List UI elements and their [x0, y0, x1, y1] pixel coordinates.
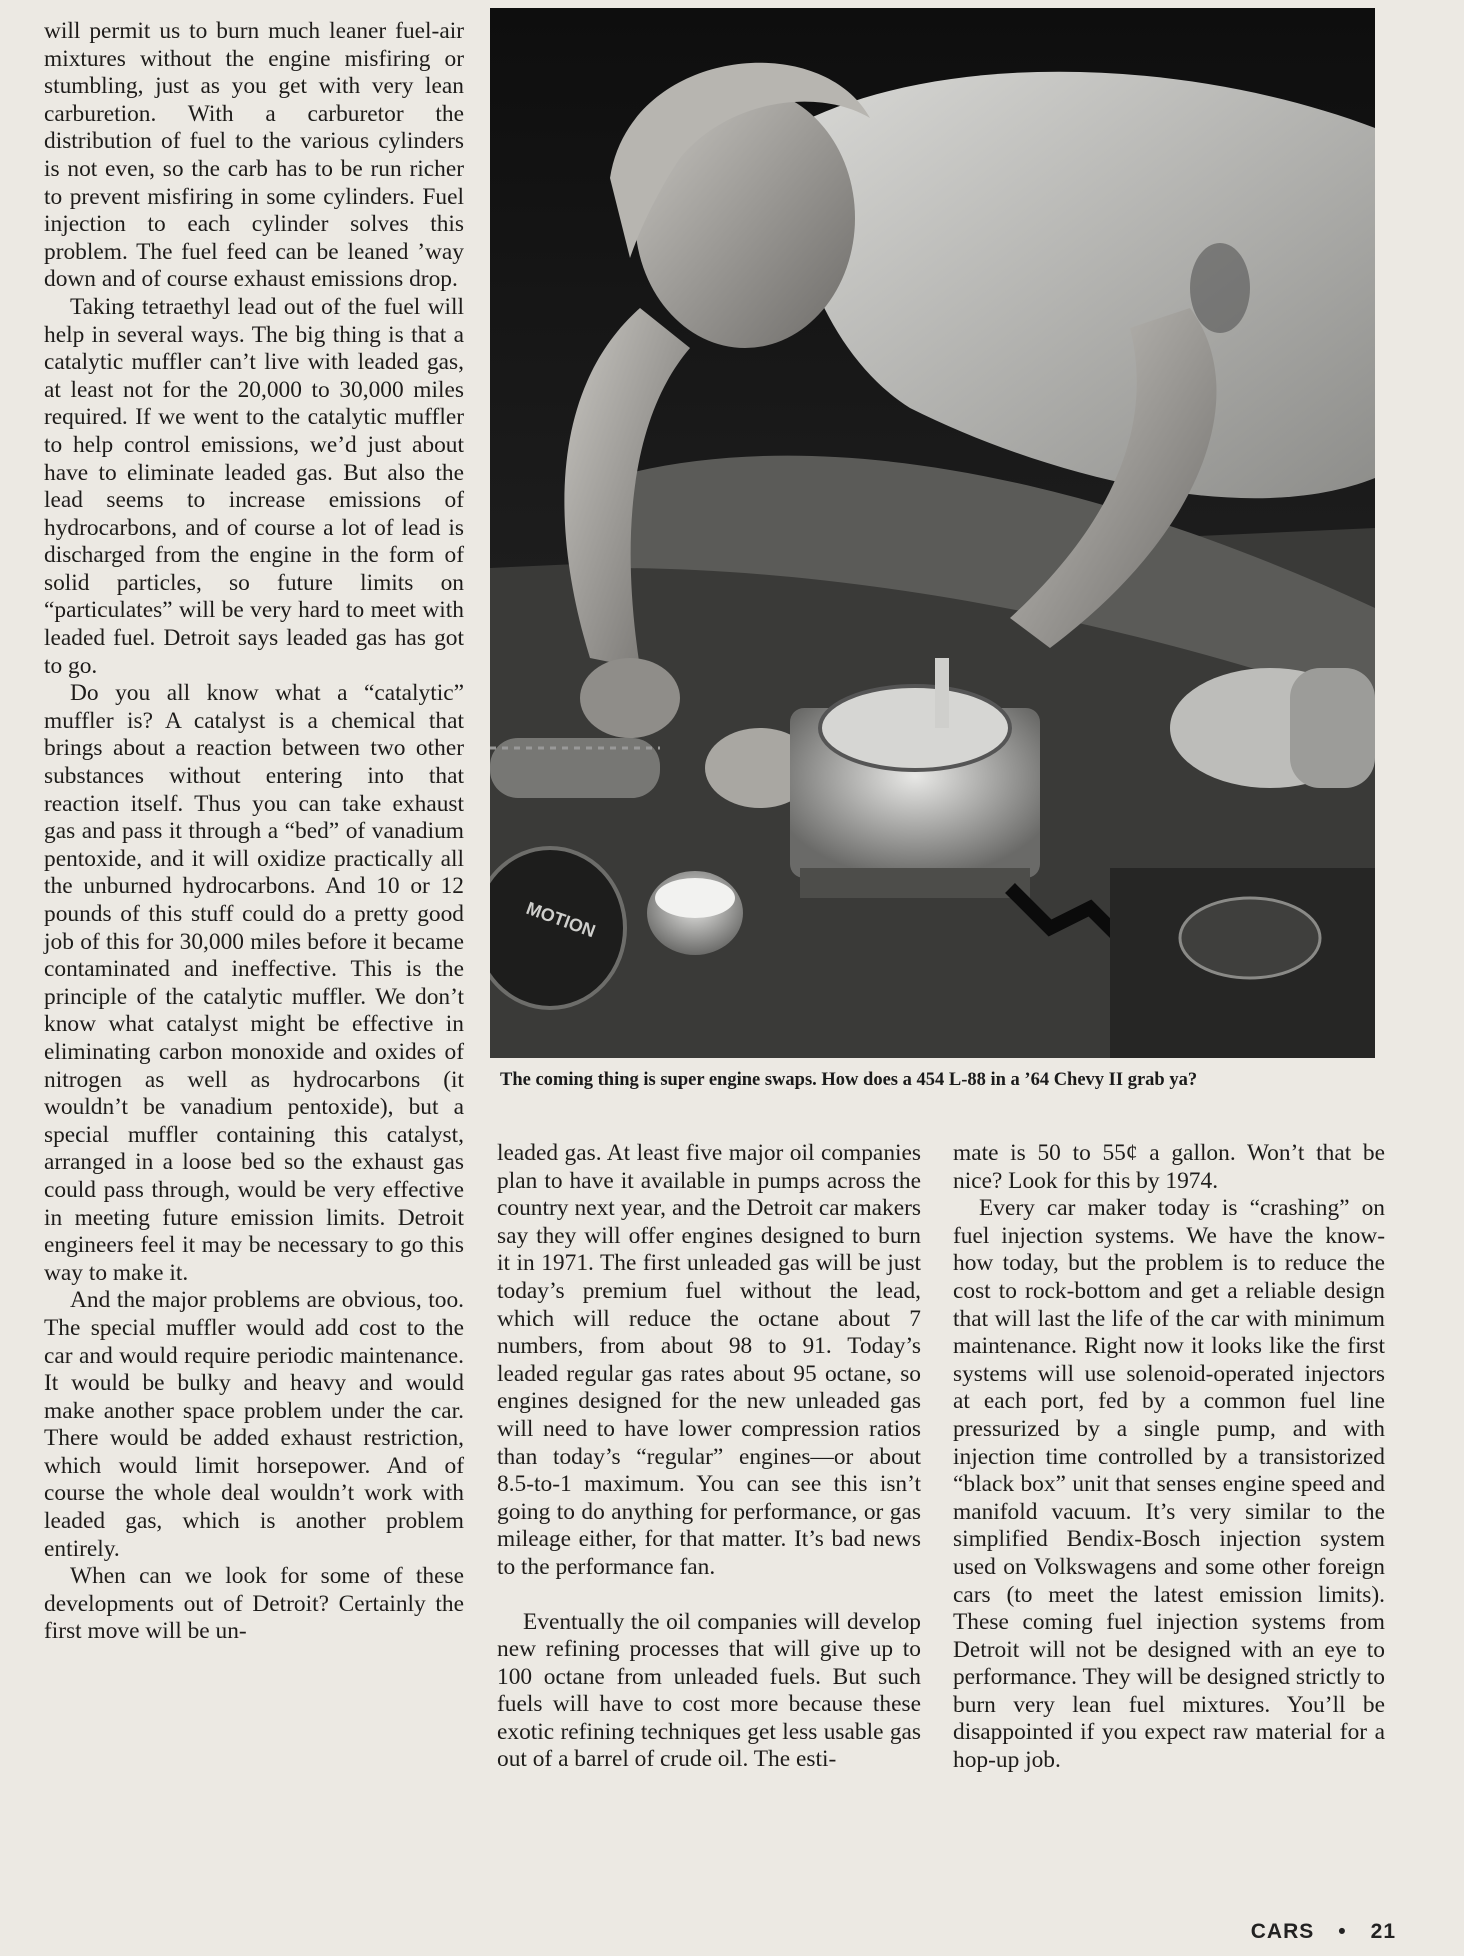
page-number: 21 [1370, 1920, 1396, 1943]
paragraph: And the major problems are obvious, too. The special muffler would add cost to the car and would require periodic maintenance. It would be bulky and heavy and would make another space problem under the car. There would be added exhaust restriction, which would limit horsepower. And of course the whole deal wouldn’t work with leaded gas, which is another problem entirely. [44, 1287, 464, 1562]
engine-swap-photo [490, 8, 1375, 1058]
article-column-middle [497, 1140, 921, 1774]
article-column-right [953, 1140, 1385, 1775]
paragraph: Do you all know what a “catalytic” muffler is? A catalyst is a chemical that brings about a reaction between two other substances without entering into that reaction itself. Thus you can take exhaust gas and pass it through a “bed” of vanadium pentoxide, and it will oxidize practically all the unburned hydrocarbons. And 10 or 12 pounds of this stuff could do a pretty good job of this for 30,000 miles before it became contaminated and ineffective. This is the principle of the catalytic muffler. We don’t know what catalyst might be effective in eliminating carbon monoxide and oxides of nitrogen as well as hydrocarbons (it wouldn’t be vanadium pentoxide), but a special muffler containing this catalyst, arranged in a loose bed so the exhaust gas could pass through, would be very effective in meeting future emission limits. Detroit engineers feel it may be necessary to go this way to make it. [44, 680, 464, 1286]
bullet-icon: • [1338, 1920, 1347, 1943]
paragraph: Eventually the oil companies will develop new refining processes that will give up to 100 octane from unleaded fuels. But such fuels will have to cost more because these exotic refining techniques get less usable gas out of a barrel of crude oil. The esti- [497, 1608, 921, 1773]
article-column-left [44, 18, 464, 1646]
paragraph: mate is 50 to 55¢ a gallon. Won’t that be nice? Look for this by 1974. [953, 1140, 1385, 1194]
magazine-name: CARS [1250, 1920, 1315, 1943]
motion-logo-text: MOTION [523, 897, 599, 942]
paragraph: Every car maker today is “crashing” on fuel injection systems. We have the know-how today, but the problem is to reduce the cost to rock-bottom and get a reliable design that will last the life of the car with minimum maintenance. Right now it looks like the first systems will use solenoid-operated injectors at each port, fed by a common fuel line pressurized by a single pump, and with injection time controlled by a transistorized “black box” unit that senses engine speed and manifold vacuum. It’s very similar to the simplified Bendix-Bosch injection system used on Volkswagens and some other foreign cars (to meet the latest emission limits). These coming fuel injection systems from Detroit will not be designed with an eye to performance. They will be designed strictly to burn very lean fuel mixtures. You’ll be disappointed if you expect raw material for a hop-up job. [953, 1195, 1385, 1774]
paragraph: will permit us to burn much leaner fuel-air mixtures without the engine misfiring or stumbling, just as you get with very lean carburetion. With a carburetor the distribution of fuel to the various cylinders is not even, so the carb has to be run richer to prevent misfiring in some cylinders. Fuel injection to each cylinder solves this problem. The fuel feed can be leaned ’way down and of course exhaust emissions drop. [44, 18, 464, 293]
mechanic-illustration [490, 8, 1375, 1058]
paragraph: When can we look for some of these developments out of Detroit? Certainly the first move will be un- [44, 1563, 464, 1645]
photo-caption: The coming thing is super engine swaps. How does a 454 L-88 in a ’64 Chevy II grab ya? [500, 1070, 1198, 1090]
paragraph: Taking tetraethyl lead out of the fuel will help in several ways. The big thing is that a catalytic muffler can’t live with leaded gas, at least not for the 20,000 to 30,000 miles required. If we went to the catalytic muffler to help control emissions, we’d just about have to eliminate leaded gas. But also the lead seems to increase emissions of hydrocarbons, and of course a lot of lead is discharged from the engine in the form of solid particles, so future limits on “particulates” will be very hard to meet with leaded fuel. Detroit says leaded gas has got to go. [44, 293, 464, 679]
page-footer [1251, 1920, 1396, 1944]
paragraph: leaded gas. At least five major oil companies plan to have it available in pumps across the country next year, and the Detroit car makers say they will offer engines designed to burn it in 1971. The first unleaded gas will be just today’s premium fuel without the lead, which will reduce the octane about 7 numbers, from about 98 to 91. Today’s leaded regular gas rates about 95 octane, so engines designed for the new unleaded gas will need to have lower compression ratios than today’s “regular” engines—or about 8.5-to-1 maximum. You can see this isn’t going to do anything for performance, or gas mileage either, for that matter. It’s bad news to the performance fan. [497, 1140, 921, 1580]
